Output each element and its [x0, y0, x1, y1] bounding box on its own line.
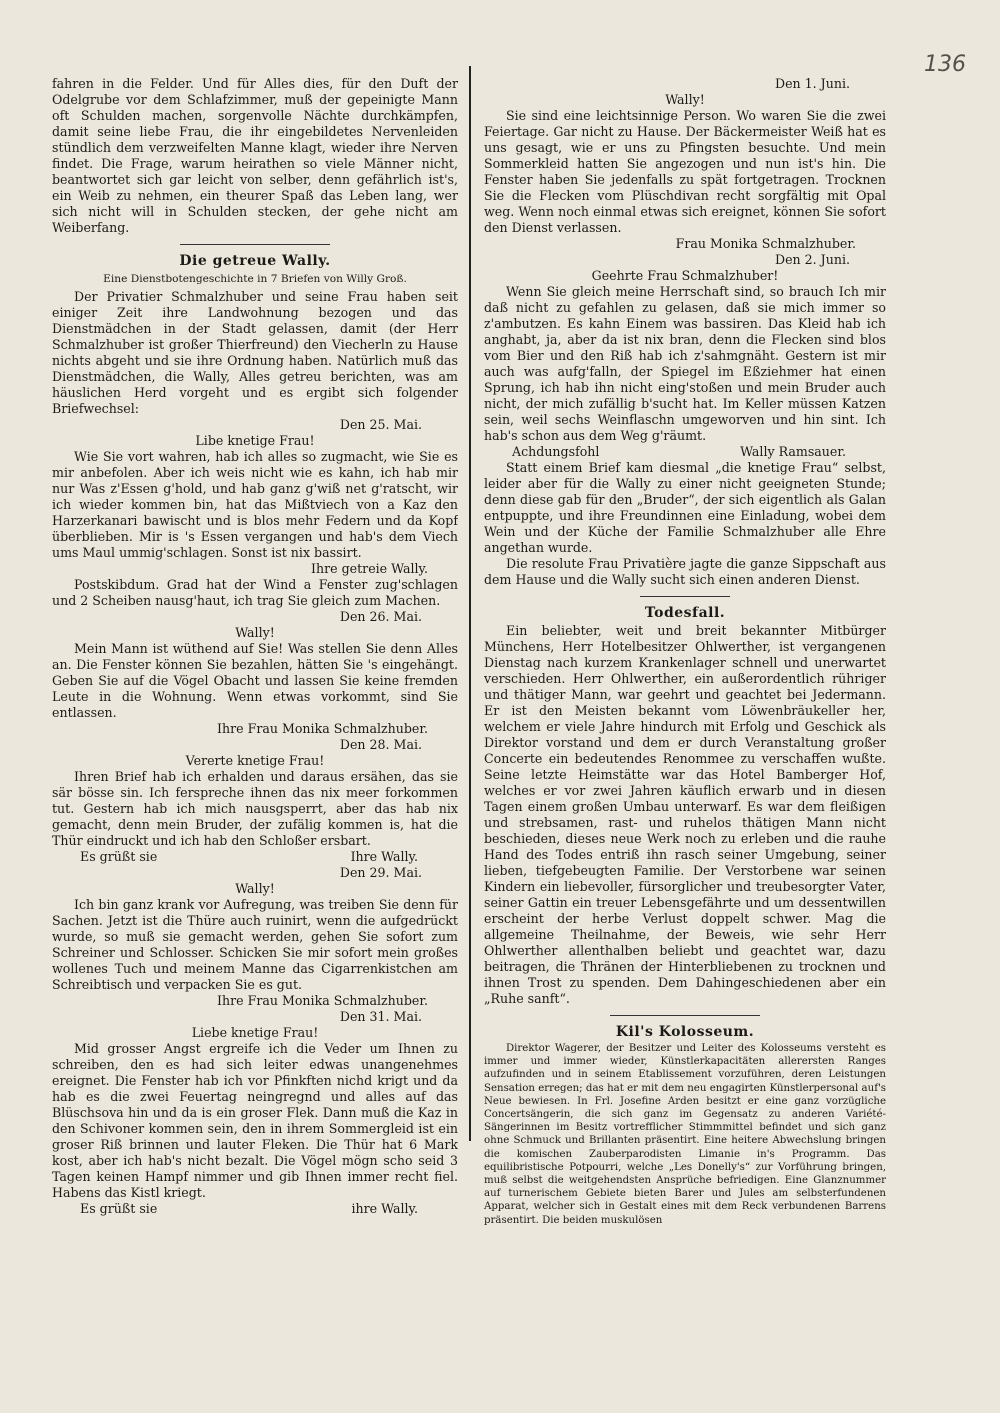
story-outro: Statt einem Brief kam diesmal „die knetige Frau“ selbst, leider aber für die Wally zu einer nicht geeigneten Stunde; denn diese gab für den „Bruder“, der sich eigentlich als Galan entpuppte, und ihre Freundinnen eine Einladung, wobei dem Wein und der Küche der Familie Schmalzhuber alle Ehre angethan wurde. [484, 460, 886, 555]
letter-closing-line [484, 444, 886, 460]
obituary-title: Todesfall. [644, 605, 726, 621]
letter-body: Wenn Sie gleich meine Herrschaft sind, so brauch Ich mir daß nicht zu gefahlen zu gelasen, daß sie mich immer so z'ambutzen. Es kahn Einem was bassiren. Das Kleid hab ich anghabt, ja, aber da ist nix bran, denn die Flecken sind blos vom Bier und den Riß hab ich z'sahmgnäht. Gestern ist mir auch was aufg'falln, der Spiegel im Eßziehmer hat einen Sprung, ich hab ihn nicht eing'stoßen und mein Bruder auch nicht, der mich zufällig b'sucht hat. Im Keller müssen Katzen sein, weil sechs Weinflaschn umgeworven und hin sint. Ich hab's schon aus dem Weg g'räumt. [484, 284, 886, 443]
letter-signature: Frau Monika Schmalzhuber. [675, 236, 856, 251]
kils-body: Direktor Wagerer, der Besitzer und Leiter des Kolosseums versteht es immer und immer wieder, Künstlerkapacitäten allerersten Ranges aufzufinden und in seinem Etablissement vorzuführen, deren Leistungen Sensation erregen; das hat er mit dem neu engagirten Künstlerpersonal auf's Neue bewiesen. In Frl. Josefine Arden besitzt er eine ganz vorzügliche Concertsängerin, die sich ganz im Gegensatz zu anderen Variété-Sängerinnen im Besitz vortrefflicher Stimmmittel befindet und sich ganz ohne Schmuck und Brillanten präsentirt. Eine heitere Abwechslung bringen die komischen Zauberparodisten Limanie in's Programm. Das equilibristische Potpourri, welche „Les Donelly's“ zur Vorführung bringen, muß selbst die weitgehendsten Ansprüche befriedigen. Eine Glanznummer auf turnerischem Gebiete bieten Barer und Jules am selbsterfundenen Apparat, welcher sich in Gestalt eines mit dem Reck verbundenen Barrens präsentirt. Die beiden muskulösen [484, 1043, 886, 1226]
letter-signature: Ihre Frau Monika Schmalzhuber. [217, 721, 428, 736]
story-intro: Der Privatier Schmalzhuber und seine Frau haben seit einiger Zeit ihre Landwohnung bezogen und das Dienstmädchen in der Stadt gelassen, damit (der Herr Schmalzhuber ist großer Thierfreund) den Viecherln zu Hause nichts abgeht und sie ihre Ordnung haben. Natürlich muß das Dienstmädchen, die Wally, Alles getreu berichten, was am häuslichen Herd vorgeht und es ergibt sich folgender Briefwechsel: [52, 289, 458, 416]
letter-signature: Ihre Wally. [350, 849, 418, 864]
letter-salutation: Liebe knetige Frau! [191, 1025, 319, 1040]
story-outro: Die resolute Frau Privatière jagte die ganze Sippschaft aus dem Hause und die Wally sucht sich einen anderen Dienst. [484, 556, 886, 587]
letter-date: Den 25. Mai. [339, 417, 422, 432]
right-column [484, 76, 886, 1396]
section-rule [180, 244, 330, 245]
story-title: Die getreue Wally. [179, 253, 331, 269]
letter-signature: Wally Ramsauer. [740, 444, 846, 459]
kils-title: Kil's Kolosseum. [615, 1024, 755, 1040]
letter-closing: Es grüßt sie [80, 849, 158, 864]
letter-date: Den 2. Juni. [775, 252, 850, 267]
intro-paragraph: fahren in die Felder. Und für Alles dies, für den Duft der Odelgrube vor dem Schlafzimmer, muß der gepeinigte Mann oft Schulden machen, sorgenvolle Nächte durchkämpfen, damit seine liebe Frau, die ihr eingebildetes Nervenleiden stündlich dem verzweifelten Manne klagt, wieder ihre Nerven findet. Die Frage, warum heirathen so viele Männer nicht, beantwortet sich gar leicht von selber, denn gefährlich ist's, ein Weib zu nehmen, ein theurer Spaß das Leben lang, wer sich nicht will in Schulden stecken, der gehe nicht am Weiberfang. [52, 76, 458, 235]
letter-salutation: Wally! [665, 92, 705, 107]
letter-salutation: Wally! [235, 625, 275, 640]
letter-date: Den 1. Juni. [775, 76, 850, 91]
letter-body: Wie Sie vort wahren, hab ich alles so zugmacht, wie Sie es mir anbefolen. Aber ich weis nicht wie es kahn, ich hab mir nur Was z'Essen g'hold, und hab ganz g'wiß net g'ratscht, wir ich wieder kommen bin, hat das Mißtviech von a Kaz den Harzerkanari bawischt und is blos mehr Federn und da Kopf überblieben. Mir is 's Essen vergangen und hab's dem Viech ums Maul ummig'schlagen. Sonst ist nix bassirt. [52, 449, 458, 560]
letter-salutation: Libe knetige Frau! [195, 433, 315, 448]
letter-body: Sie sind eine leichtsinnige Person. Wo waren Sie die zwei Feiertage. Gar nicht zu Hause. Der Bäckermeister Weiß hat es uns gesagt, wie er uns zu Pfingsten besuchte. Und mein Sommerkleid hatten Sie angezogen und nun ist's hin. Die Fenster haben Sie jedenfalls zu spät fortgetragen. Trocknen Sie die Flecken vom Plüschdivan recht sorgfältig mit Opal weg. Wenn noch einmal etwas sich ereignet, können Sie sofort den Dienst verlassen. [484, 108, 886, 235]
page-number: 136 [924, 52, 966, 77]
letter-date: Den 26. Mai. [339, 609, 422, 624]
letter-body: Ihren Brief hab ich erhalden und daraus ersähen, das sie sär bösse sin. Ich ferspreche ihnen das nix meer forkommen tut. Gestern hab ich mich nausgsperrt, aber das hab nix gemacht, denn mein Bruder, der zufälig kommen is, hat die Thür eindruckt und ich hab den Schloßer ersbart. [52, 769, 458, 848]
letter-closing: Es grüßt sie [80, 1201, 158, 1216]
left-column [52, 76, 458, 1396]
letter-body: Mid grosser Angst ergreife ich die Veder um Ihnen zu schreiben, den es had sich leiter edwas unangenehmes ereignet. Die Fenster hab ich vor Pfinkften nichd krigt und da hab es die zwei Feuertag neingregnd und alles auf das Blüschsova hin und da is ein groser Flek. Dann muß die Kaz in den Schivoner kommen sein, den in ihrem Sommergleid ist ein groser Riß brinnen und lauter Fleken. Die Thür hat 6 Mark kost, aber ich hab's nicht bezalt. Die Vögel mögn scho seid 3 Tagen keinen Hampf nimmer und gib Ihnen immer recht fiel. Habens das Kistl kriegt. [52, 1041, 458, 1200]
letter-date: Den 28. Mai. [339, 737, 422, 752]
letter-postscript: Postskibdum. Grad hat der Wind a Fenster zug'schlagen und 2 Scheiben nausg'haut, ich trag Sie gleich zum Machen. [52, 577, 458, 608]
column-divider [469, 66, 471, 1141]
section-rule [610, 1015, 760, 1016]
letter-salutation: Vererte knetige Frau! [185, 753, 325, 768]
letter-date: Den 29. Mai. [339, 865, 422, 880]
letter-salutation: Wally! [235, 881, 275, 896]
letter-signature: Ihre getreie Wally. [311, 561, 428, 576]
section-rule [640, 596, 730, 597]
letter-body: Mein Mann ist wüthend auf Sie! Was stellen Sie denn Alles an. Die Fenster können Sie bezahlen, hätten Sie 's eingehängt. Geben Sie auf die Vögel Obacht und lassen Sie keine fremden Leute in die Wohnung. Wenn etwas vorkommt, sind Sie entlassen. [52, 641, 458, 720]
letter-closing-line [52, 1201, 458, 1217]
obituary-body: Ein beliebter, weit und breit bekannter Mitbürger Münchens, Herr Hotelbesitzer Ohlwerther, ist vergangenen Dienstag nach kurzem Krankenlager schnell und unerwartet verschieden. Herr Ohlwerther, ein außerordentlich rühriger und thätiger Mann, war geehrt und geachtet bei Jedermann. Er ist den Meisten bekannt vom Löwenbräukeller her, welchem er viele Jahre hindurch mit Erfolg und Geschick als Direktor vorstand und dem er durch Veranstaltung großer Concerte ein bedeutendes Renommee zu verschaffen wußte. Seine letzte Heimstätte war das Hotel Bamberger Hof, welches er vor zwei Jahren käuflich erwarb und in diesen Tagen einem großen Umbau unterwarf. Es war dem fleißigen und strebsamen, rast- und ruhelos thätigen Mann nicht beschieden, dieses neue Werk noch zu erleben und die rauhe Hand des Todes entriß ihn rasch seiner Umgebung, seiner lieben, tiefgebeugten Familie. Der Verstorbene war seinen Kindern ein liebevoller, fürsorglicher und treubesorgter Vater, seiner Gattin ein treuer Lebensgefährte und um dessentwillen erscheint der herbe Verlust doppelt schwer. Mag die allgemeine Theilnahme, der Beweis, wie sehr Herr Ohlwerther allenthalben beliebt und geachtet war, dazu beitragen, die Thränen der Hinterbliebenen zu trocknen und ihnen Trost zu spenden. Dem Dahingeschiedenen aber ein „Ruhe sanft“. [484, 623, 886, 1006]
letter-signature: Ihre Frau Monika Schmalzhuber. [217, 993, 428, 1008]
story-subtitle: Eine Dienstbotengeschichte in 7 Briefen von Willy Groß. [103, 273, 407, 285]
letter-closing: Achdungsfohl [512, 444, 600, 459]
letter-closing-line [52, 849, 458, 865]
letter-salutation: Geehrte Frau Schmalzhuber! [591, 268, 779, 283]
letter-body: Ich bin ganz krank vor Aufregung, was treiben Sie denn für Sachen. Jetzt ist die Thüre auch ruinirt, wenn die aufgedrückt wurde, so muß sie gemacht werden, gehen Sie sofort zum Schreiner und Schlosser. Schicken Sie mir sofort mein großes wollenes Tuch und meinem Manne das Cigarrenkistchen am Schreibtisch und verpacken Sie es gut. [52, 897, 458, 992]
letter-date: Den 31. Mai. [339, 1009, 422, 1024]
letter-signature: ihre Wally. [351, 1201, 418, 1216]
